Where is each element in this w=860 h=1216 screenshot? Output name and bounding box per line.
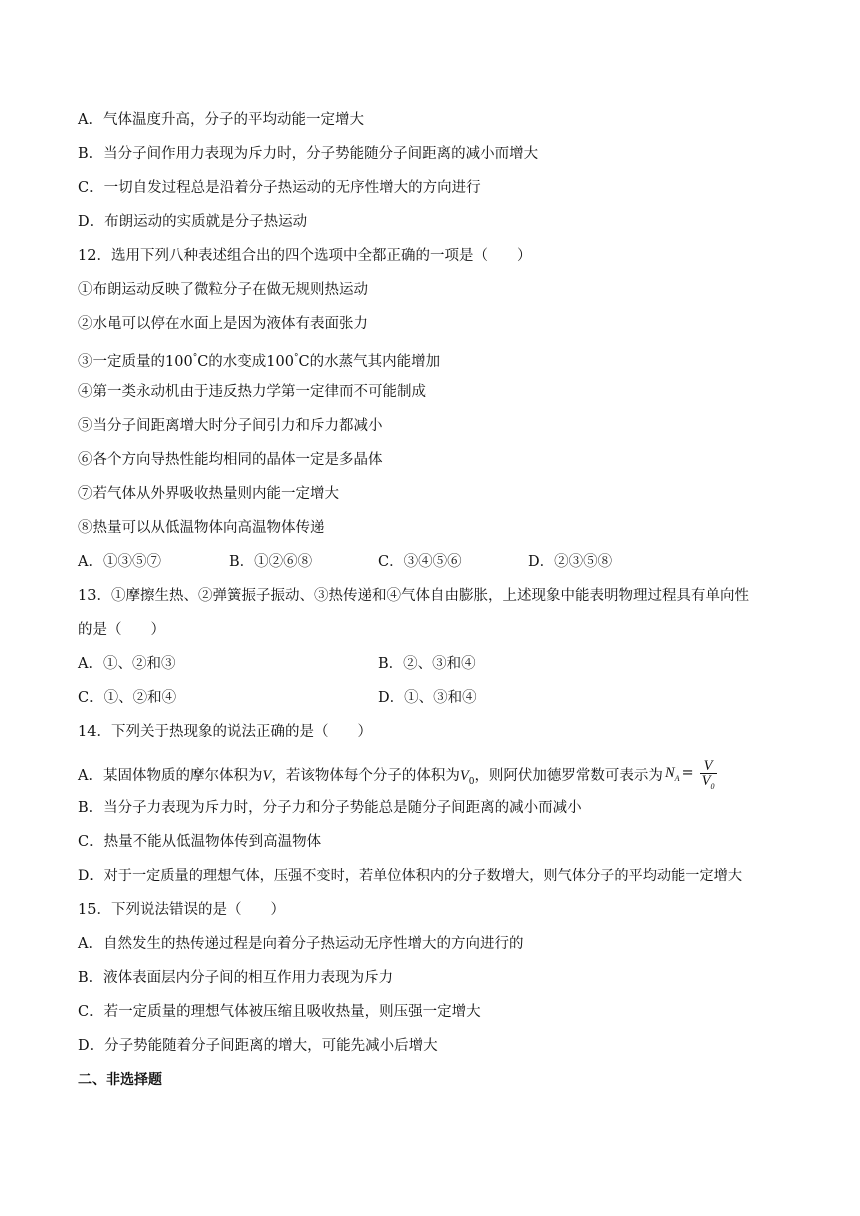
q12-statement-6: ⑥各个方向导热性能均相同的晶体一定是多晶体 — [78, 452, 383, 468]
q12-statement-2: ②水黾可以停在水面上是因为液体有表面张力 — [78, 316, 368, 332]
q15-option-d: D．分子势能随着分子间距离的增大，可能先减小后增大 — [78, 1038, 438, 1054]
q11-option-c: C．一切自发过程总是沿着分子热运动的无序性增大的方向进行 — [78, 180, 481, 196]
q11-option-d: D．布朗运动的实质就是分子热运动 — [78, 214, 308, 230]
q14-a-text-post: ，则阿伏加德罗常数可表示为 — [474, 767, 663, 784]
q12-statement-3 — [78, 348, 440, 372]
q14-a-text-pre: A．某固体物质的摩尔体积为 — [78, 767, 263, 784]
q15-option-b: B．液体表面层内分子间的相互作用力表现为斥力 — [78, 970, 394, 986]
q14-option-d: D．对于一定质量的理想气体，压强不变时，若单位体积内的分子数增大，则气体分子的平均动能一定增大 — [78, 868, 743, 884]
q14-stem: 14．下列关于热现象的说法正确的是（ ） — [78, 724, 372, 740]
q11-option-b: B．当分子间作用力表现为斥力时，分子势能随分子间距离的减小而增大 — [78, 146, 539, 162]
degree-symbol: ° — [192, 353, 198, 363]
q13-option-c: C．①、②和④ — [78, 690, 177, 706]
q12-s3-text-b: 的水变成 — [208, 354, 267, 370]
q12-s3-temp-1: 100 — [165, 354, 193, 370]
q12-option-b: B．①②⑥⑧ — [229, 554, 313, 570]
q12-s3-unit-2: C — [298, 354, 310, 370]
q12-s3-text-c: 的水蒸气其内能增加 — [309, 354, 441, 370]
q12-option-d: D．②③⑤⑧ — [528, 554, 613, 570]
fraction-denominator-subscript: 0 — [710, 781, 715, 791]
molar-volume-symbol: V — [262, 767, 272, 784]
q13-option-b: B．②、③和④ — [378, 656, 476, 672]
molecule-volume-subscript: 0 — [468, 776, 475, 787]
fraction-denominator-symbol: V — [701, 772, 711, 789]
q12-statement-5: ⑤当分子间距离增大时分子间引力和斥力都减小 — [78, 418, 383, 434]
q15-stem: 15．下列说法错误的是（ ） — [78, 902, 285, 918]
molecule-volume-symbol: V — [459, 767, 469, 784]
formula-equals: = — [681, 765, 694, 781]
q12-s3-temp-2: 100 — [266, 354, 294, 370]
q12-stem: 12．选用下列八种表述组合出的四个选项中全都正确的一项是（ ） — [78, 248, 532, 264]
q14-option-b: B．当分子力表现为斥力时，分子力和分子势能总是随分子间距离的减小而减小 — [78, 800, 582, 816]
formula-fraction — [700, 759, 717, 794]
q14-option-c: C．热量不能从低温物体传到高温物体 — [78, 834, 322, 850]
q14-a-text-mid: ，若该物体每个分子的体积为 — [271, 767, 460, 784]
q11-option-a: A．气体温度升高，分子的平均动能一定增大 — [78, 112, 364, 128]
q13-stem-line-1: 13．①摩擦生热、②弹簧振子振动、③热传递和④气体自由膨胀，上述现象中能表明物理过程具有单向性 — [78, 588, 749, 604]
q13-option-a: A．①、②和③ — [78, 656, 176, 672]
q13-option-d: D．①、③和④ — [378, 690, 477, 706]
section-heading-non-choice: 二、非选择题 — [78, 1072, 162, 1088]
q12-option-a: A．①③⑤⑦ — [78, 554, 161, 570]
fraction-numerator: V — [700, 759, 717, 774]
q15-option-c: C．若一定质量的理想气体被压缩且吸收热量，则压强一定增大 — [78, 1004, 481, 1020]
avogadro-formula — [665, 758, 696, 794]
q12-option-c: C．③④⑤⑥ — [378, 554, 462, 570]
q12-statement-1: ①布朗运动反映了微粒分子在做无规则热运动 — [78, 282, 368, 298]
q14-option-a — [78, 758, 717, 797]
q12-statement-8: ⑧热量可以从低温物体向高温物体传递 — [78, 520, 325, 536]
fraction-denominator — [700, 774, 717, 794]
formula-n: N — [664, 765, 675, 781]
q12-statement-7: ⑦若气体从外界吸收热量则内能一定增大 — [78, 486, 339, 502]
q12-s3-unit-1: C — [197, 354, 209, 370]
q12-statement-4: ④第一类永动机由于违反热力学第一定律而不可能制成 — [78, 384, 426, 400]
q13-stem-line-2: 的是（ ） — [78, 622, 165, 638]
formula-n-subscript: A — [674, 773, 680, 783]
q12-s3-text-a: ③一定质量的 — [78, 354, 165, 370]
q15-option-a: A．自然发生的热传递过程是向着分子热运动无序性增大的方向进行的 — [78, 936, 524, 952]
degree-symbol: ° — [293, 353, 299, 363]
